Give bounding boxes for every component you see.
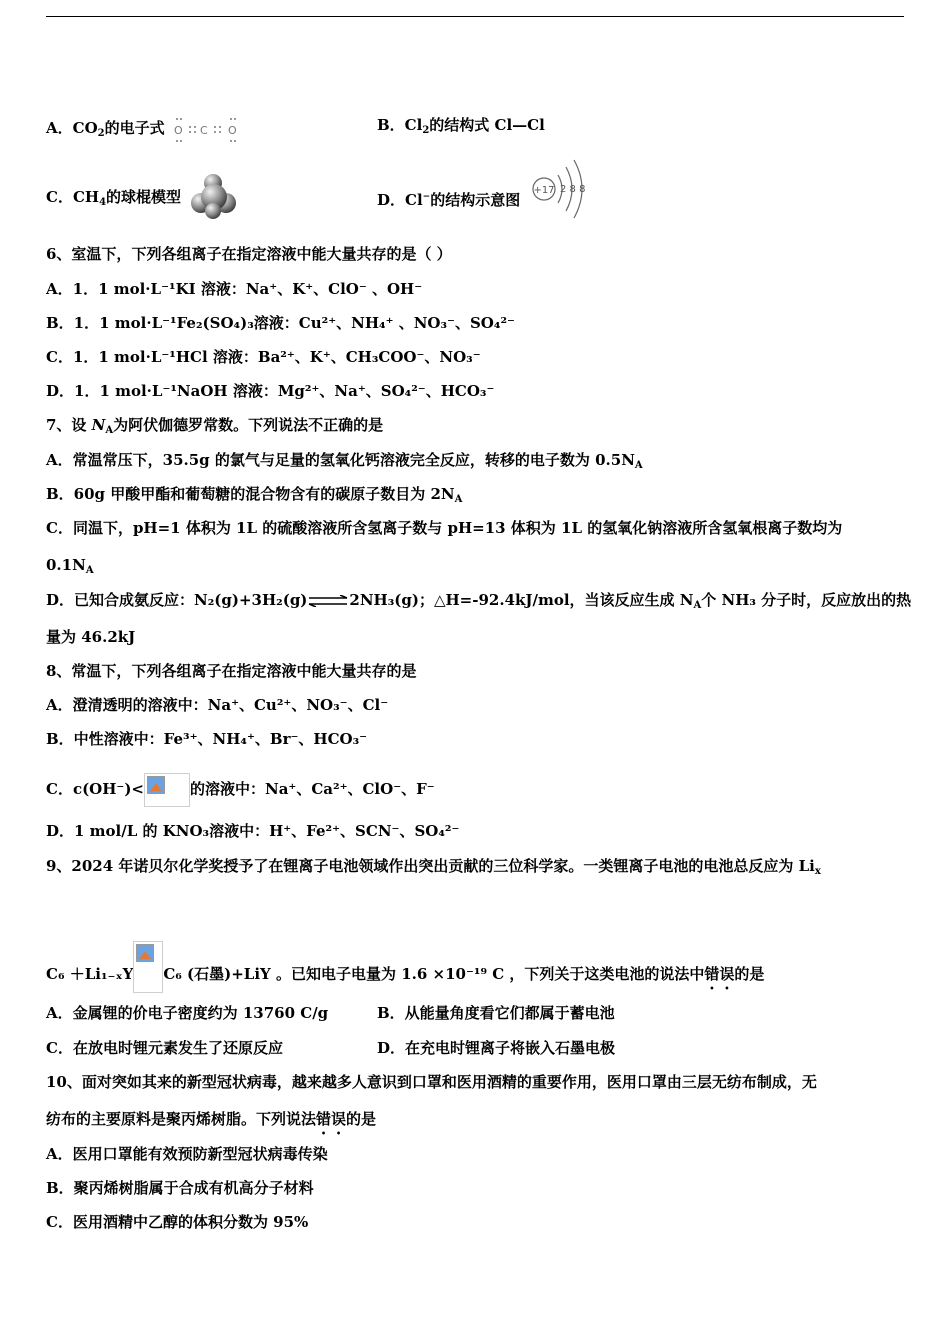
q6-option-c: C．1．1 mol·L⁻¹HCl 溶液：Ba²⁺、K⁺、CH₃COO⁻、NO₃⁻ [46,348,481,366]
cl-ion-structure-diagram [532,158,590,220]
q5-c-post: 的球棍模型 [106,188,182,206]
q9-stem-line1 [46,855,821,883]
q5-c-sub: 4 [99,197,107,208]
svg-text:O: O [227,124,237,137]
q7-a-sub: A [634,460,643,471]
q7-b-sub: A [454,494,463,505]
broken-image-icon [133,941,163,993]
q7-option-d-line2: 量为 46.2kJ [46,628,136,646]
q9-eq-pre: C₆ ＋Li₁₋ₓY [46,965,134,983]
q5-option-a [46,114,250,145]
q6-stem: 6、室温下，下列各组离子在指定溶液中能大量共存的是（ ） [46,245,452,263]
q5-d-post: 的结构示意图 [430,191,521,209]
q5-d-text: D．Cl [377,191,423,209]
q7-option-c-line1: C．同温下，pH=1 体积为 1L 的硫酸溶液所含氢离子数与 pH=13 体积为 1L 的氢氧化钠溶液所含氢氧根离子数均为 [46,519,843,537]
q10-stem2-pre: 纺布的主要原料是聚丙烯树脂。下列说法 [46,1110,317,1128]
q6-option-d: D．1．1 mol·L⁻¹NaOH 溶液：Mg²⁺、Na⁺、SO₄²⁻、HCO₃⁻ [46,382,495,400]
q8-c-post: 的溶液中：Na⁺、Ca²⁺、ClO⁻、F⁻ [190,780,435,798]
q7-c2-text: 0.1N [46,556,86,574]
svg-text:O: O [173,124,183,137]
cl-nucleus-label: +17 [533,185,555,196]
q7-stem-pre: 7、设 [46,416,92,434]
q10-stem-line2 [46,1108,376,1138]
q10-stem2-post: 的是 [346,1110,377,1128]
q7-stem-post: 为阿伏伽德罗常数。下列说法不正确的是 [113,416,384,434]
q8-option-c [46,773,435,807]
q5-option-c [46,186,181,214]
q7-d-pre: D．已知合成氨反应：N₂(g)+3H₂(g) [46,591,308,609]
co2-electron-formula-image [170,114,250,144]
q5-d-sup: − [422,192,431,202]
svg-text:C: C [199,124,208,137]
q10-option-c: C．医用酒精中乙醇的体积分数为 95% [46,1213,309,1231]
q7-a-text: A．常温常压下，35.5g 的氯气与足量的氢氧化钙溶液完全反应，转移的电子数为 0.5N [46,451,635,469]
q9-stem1-text: 9、2024 年诺贝尔化学奖授予了在锂离子电池领域作出突出贡献的三位科学家。一类锂离子电池的电池总反应为 Li [46,857,815,875]
q5-a-post: 的电子式 [104,119,165,137]
broken-image-icon [144,773,190,807]
q9-emphasis: 错误 [704,965,735,983]
q5-a-sub: 2 [97,128,105,139]
q5-b-post: 的结构式 Cl—Cl [429,116,545,134]
q9-option-b: B．从能量角度看它们都属于蓄电池 [377,1004,615,1022]
q5-a-text: A．CO [46,119,98,137]
q10-stem-line1: 10、面对突如其来的新型冠状病毒，越来越多人意识到口罩和医用酒精的重要作用，医用口罩由三层无纺布制成，无 [46,1073,817,1091]
q6-option-b: B．1．1 mol·L⁻¹Fe₂(SO₄)₃溶液：Cu²⁺、NH₄⁺ 、NO₃⁻、SO₄²⁻ [46,314,515,332]
q7-d-sub: A [693,600,702,611]
reversible-arrow-icon [307,595,349,607]
q5-option-d [377,186,520,211]
q10-emphasis: 错误 [316,1110,347,1128]
q5-b-text: B．Cl [377,116,423,134]
q7-b-text: B．60g 甲酸甲酯和葡萄糖的混合物含有的碳原子数目为 2N [46,485,455,503]
q9-option-c: C．在放电时锂元素发生了还原反应 [46,1039,283,1057]
q7-c2-sub: A [85,565,94,576]
q9-option-d: D．在充电时锂离子将嵌入石墨电极 [377,1039,616,1057]
q8-stem: 8、常温下，下列各组离子在指定溶液中能大量共存的是 [46,662,417,680]
q7-stem [46,414,383,442]
q7-d-tail: 个 NH₃ 分子时，反应放出的热 [701,591,912,609]
q9-option-a: A．金属锂的价电子密度约为 13760 C/g [46,1004,329,1022]
q9-eq-post: C₆ (石墨)+LiY 。已知电子电量为 1.6 ×10⁻¹⁹ C ，下列关于这类电池的说法中 [163,965,705,983]
q6-option-a: A．1．1 mol·L⁻¹KI 溶液：Na⁺、K⁺、ClO⁻ 、OH⁻ [46,280,423,298]
q8-option-a: A．澄清透明的溶液中：Na⁺、Cu²⁺、NO₃⁻、Cl⁻ [46,696,389,714]
q9-tail: 的是 [734,965,765,983]
q7-option-b [46,483,462,511]
q5-c-text: C．CH [46,188,100,206]
q7-option-c-line2 [46,554,94,582]
q10-option-b: B．聚丙烯树脂属于合成有机高分子材料 [46,1179,314,1197]
q7-na-sub: A [105,425,114,436]
q7-option-a [46,449,643,477]
q10-option-a: A．医用口罩能有效预防新型冠状病毒传染 [46,1145,328,1163]
q8-option-d: D．1 mol/L 的 KNO₃溶液中：H⁺、Fe²⁺、SCN⁻、SO₄²⁻ [46,822,460,840]
q5-b-sub: 2 [422,125,430,136]
q9-equation-line [46,941,764,993]
header-rule [46,16,904,17]
ch4-ball-stick-model-image [190,172,240,220]
q9-stem1-sub: x [814,866,821,877]
q7-na-symbol: N [91,416,106,434]
q8-c-pre: C．c(OH⁻)< [46,780,144,798]
q7-option-d-line1 [46,589,911,617]
q5-option-b [377,114,545,142]
q8-option-b: B．中性溶液中：Fe³⁺、NH₄⁺、Br⁻、HCO₃⁻ [46,730,368,748]
q7-d-post: 2NH₃(g)；△H=-92.4kJ/mol，当该反应生成 N [349,591,694,609]
cl-shell-electrons: 2 8 8 [560,184,586,195]
